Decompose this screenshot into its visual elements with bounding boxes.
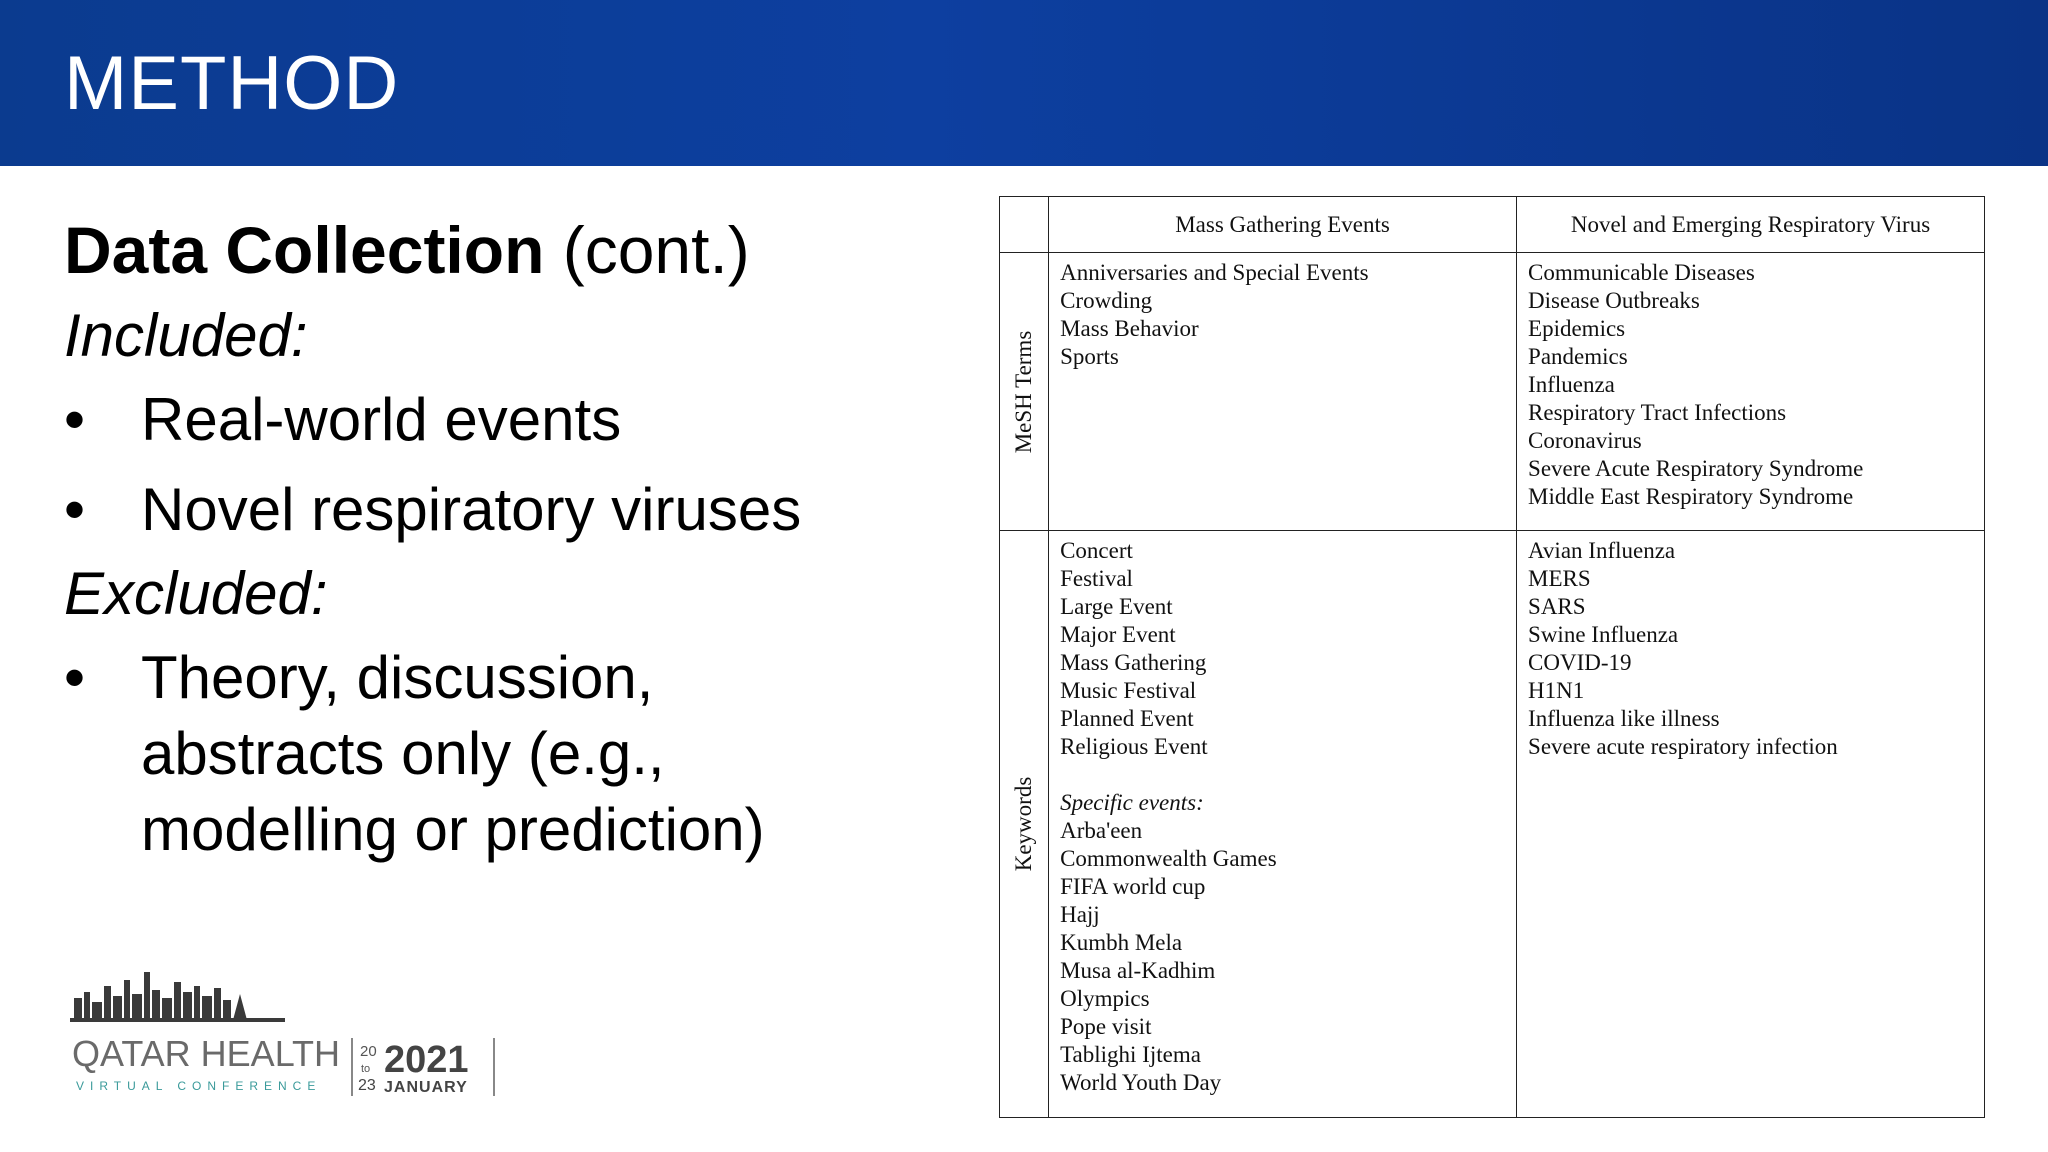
row-label: MeSH Terms [1011, 330, 1037, 453]
table-header-row [1000, 197, 1985, 253]
logo-date-start: 20 [360, 1043, 377, 1060]
table-cell [1517, 531, 1985, 1118]
list-item: Music Festival [1060, 678, 1197, 703]
list-item: SARS [1528, 594, 1586, 619]
list-item: Major Event [1060, 622, 1176, 647]
list-item: Arba'een [1060, 818, 1143, 843]
bullet-icon: • [64, 476, 86, 543]
list-item: COVID-19 [1528, 650, 1632, 675]
list-item: FIFA world cup [1060, 874, 1206, 899]
section-heading-suffix: (cont.) [544, 213, 750, 287]
list-item: Coronavirus [1528, 428, 1642, 453]
column-header: Novel and Emerging Respiratory Virus [1517, 197, 1985, 253]
term-list [1049, 253, 1516, 371]
table-row [1000, 531, 1985, 1118]
list-item-text: Theory, discussion, abstracts only (e.g., modelling or prediction) [141, 644, 765, 863]
list-item: Hajj [1060, 902, 1100, 927]
list-item: Crowding [1060, 288, 1153, 313]
list-item [64, 472, 964, 548]
list-item: Respiratory Tract Infections [1528, 400, 1787, 425]
list-item: Severe Acute Respiratory Syndrome [1528, 456, 1864, 481]
skyline-icon [70, 972, 285, 1022]
table-cell [1517, 253, 1985, 531]
list-item: Disease Outbreaks [1528, 288, 1700, 313]
list-item: MERS [1528, 566, 1591, 591]
logo-subtitle: VIRTUAL CONFERENCE [76, 1079, 322, 1093]
column-header: Mass Gathering Events [1049, 197, 1517, 253]
term-list [1517, 531, 1984, 761]
list-item-text: Novel respiratory viruses [141, 476, 802, 543]
list-item: Tablighi Ijtema [1060, 1042, 1201, 1067]
list-item: Anniversaries and Special Events [1060, 260, 1369, 285]
list-item: Kumbh Mela [1060, 930, 1183, 955]
row-label: Keywords [1011, 776, 1037, 872]
section-heading [64, 208, 964, 292]
excluded-label: Excluded: [64, 560, 328, 627]
list-item: H1N1 [1528, 678, 1585, 703]
logo-month: JANUARY [384, 1079, 468, 1096]
logo-date-to: to [361, 1063, 371, 1075]
title-bar [0, 0, 2048, 166]
table-cell [1049, 253, 1517, 531]
table-cell [1049, 531, 1517, 1118]
list-item: Mass Behavior [1060, 316, 1199, 341]
content-panel [64, 208, 964, 882]
bullet-icon: • [64, 644, 86, 711]
logo-date-end: 23 [358, 1077, 376, 1094]
list-item: Communicable Diseases [1528, 260, 1755, 285]
section-heading-bold: Data Collection [64, 213, 545, 287]
list-item: Planned Event [1060, 706, 1194, 731]
logo-name: QATAR HEALTH [72, 1033, 341, 1074]
list-item: Influenza like illness [1528, 706, 1720, 731]
list-item: Swine Influenza [1528, 622, 1679, 647]
list-item: Festival [1060, 566, 1133, 591]
list-item: Commonwealth Games [1060, 846, 1277, 871]
list-item: Severe acute respiratory infection [1528, 734, 1838, 759]
list-item: Large Event [1060, 594, 1173, 619]
conference-logo [70, 968, 500, 1102]
list-item: Sports [1060, 344, 1119, 369]
list-item: Religious Event [1060, 734, 1208, 759]
list-item: Epidemics [1528, 316, 1626, 341]
excluded-list [64, 640, 964, 868]
list-item-text: Real-world events [141, 386, 622, 453]
bullet-icon: • [64, 386, 86, 453]
table [999, 196, 1985, 1118]
list-item: Pandemics [1528, 344, 1628, 369]
search-terms-table [999, 196, 1985, 1118]
list-item [64, 640, 861, 868]
list-item: World Youth Day [1060, 1070, 1222, 1095]
list-item: Middle East Respiratory Syndrome [1528, 484, 1854, 509]
included-label: Included: [64, 302, 308, 369]
term-list [1049, 531, 1516, 1097]
list-item: Pope visit [1060, 1014, 1152, 1039]
list-item: Concert [1060, 538, 1133, 563]
list-item: Mass Gathering [1060, 650, 1207, 675]
table-row [1000, 253, 1985, 531]
table-corner-cell [1000, 197, 1049, 253]
list-item: Musa al-Kadhim [1060, 958, 1216, 983]
included-list [64, 382, 964, 548]
list-item: Avian Influenza [1528, 538, 1676, 563]
logo-year: 2021 [384, 1039, 469, 1081]
row-label-cell [1000, 531, 1049, 1118]
list-item: Olympics [1060, 986, 1150, 1011]
specific-events-subhead: Specific events: [1060, 790, 1204, 815]
list-item: Influenza [1528, 372, 1615, 397]
row-label-cell [1000, 253, 1049, 531]
list-item [64, 382, 964, 458]
term-list [1517, 253, 1984, 511]
slide-title: METHOD [64, 41, 400, 126]
